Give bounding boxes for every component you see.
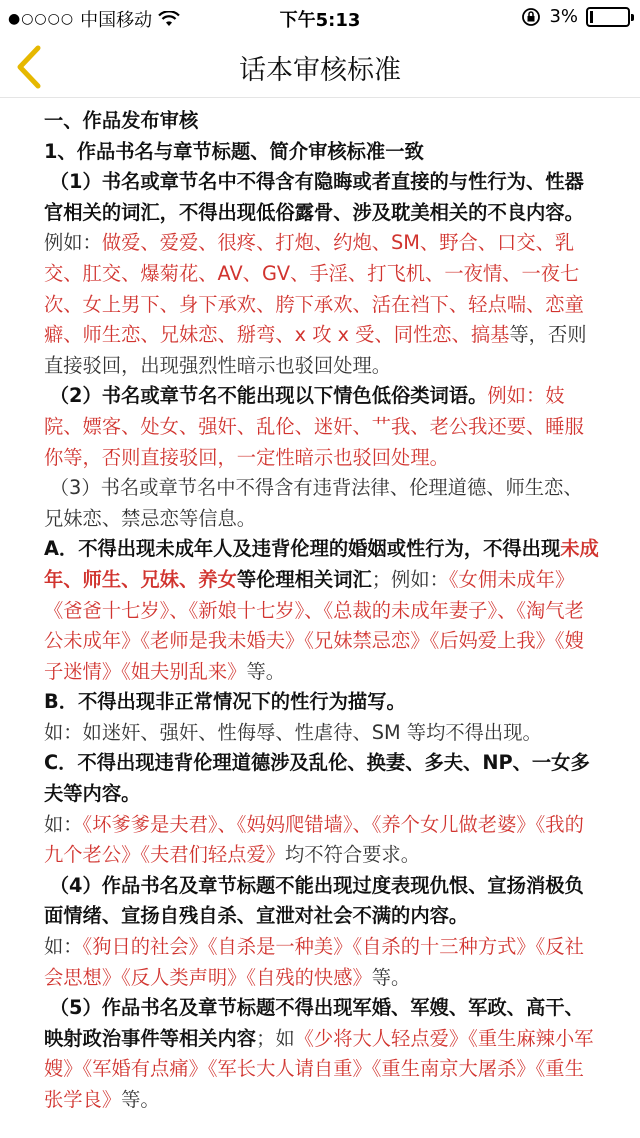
status-right — [521, 6, 630, 27]
nav-bar — [0, 36, 640, 98]
rule-5 — [44, 993, 600, 1115]
rule-3: （3）书名或章节名中不得含有违背法律、伦理道德、师生恋、兄妹恋、禁忌恋等信息。 — [44, 476, 583, 530]
rule-4-prefix: 如： — [44, 935, 83, 959]
rule-5-titles: 《少将大人轻点爱》《重生麻辣小军嫂》《军婚有点痛》《军长大人请自重》《重生南京大屠杀》《重生张学良》 — [44, 1026, 594, 1111]
rule-b-title: B．不得出现非正常情况下的性行为描写。 — [44, 690, 406, 714]
carrier-label: 中国移动 — [80, 10, 153, 31]
rule-2-examples: 例如：妓院、嫖客、处女、强奸、乱伦、迷奸、艹我、老公我还要、睡服你等，否则直接驳回，一定性暗示也驳回处理。 — [44, 384, 584, 469]
rule-5-title: （5）作品书名及章节标题不得出现军婚、军嫂、军政、高干、映射政治事件等相关内容 — [44, 996, 584, 1050]
example-suffix: 等，否则直接驳回，出现强烈性暗示也驳回处理。 — [44, 323, 587, 377]
example-prefix: 例如： — [44, 231, 102, 255]
subsection-heading: 1、作品书名与章节标题、简介审核标准一致 — [44, 139, 424, 163]
rule-a-keywords: 未成年、师生、兄妹、养女 — [44, 537, 599, 591]
document-body — [44, 106, 600, 1116]
rule-a-prefix: ；例如： — [371, 567, 449, 591]
status-bar — [0, 0, 640, 36]
rule-c-titles: 《坏爹爹是夫君》、《妈妈爬错墙》、《养个女儿做老婆》《我的九个老公》《夫君们轻点爱》 — [44, 812, 584, 867]
rotation-lock-icon — [521, 7, 541, 27]
example-words: 做爱、爱爱、很疼、打炮、约炮、SM、野合、口交、乳交、肛交、爆菊花、AV、GV、手淫、打飞机、一夜情、一夜七次、女上男下、身下承欢、胯下承欢、活在裆下、轻点喘、恋童癖、师生恋、兄妹恋、掰弯、x 攻 x 受、同性恋、搞基 — [44, 231, 584, 347]
rule-c-suffix: 均不符合要求。 — [285, 843, 420, 867]
page-title: 话本审核标准 — [239, 55, 401, 86]
rule-a-title-2: 等伦理相关词汇 — [236, 567, 372, 591]
rule-4-suffix: 等。 — [371, 965, 411, 989]
rule-5-suffix: 等。 — [121, 1088, 160, 1111]
section-heading: 一、作品发布审核 — [44, 109, 199, 132]
rule-1-examples — [44, 228, 600, 381]
rule-a-suffix: 等。 — [246, 659, 286, 683]
rule-4: （4）作品书名及章节标题不能出现过度表现仇恨、宣扬消极负面情绪、宣扬自残自杀、宣泄对社会不满的内容。 — [44, 873, 584, 928]
rule-2 — [44, 381, 600, 473]
rule-1: （1）书名或章节名中不得含有隐晦或者直接的与性行为、性器官相关的词汇，不得出现低俗露骨、涉及耽美相关的不良内容。 — [44, 170, 584, 224]
rule-c-examples — [44, 810, 600, 871]
rule-a-examples: 《女佣未成年》《爸爸十七岁》、《新娘十七岁》、《总裁的未成年妻子》、《淘气老公未成年》《老师是我未婚夫》《兄妹禁忌恋》《后妈爱上我》《嫂子迷情》《姐夫别乱来》 — [44, 567, 584, 683]
battery-icon — [586, 7, 630, 27]
rule-c-prefix: 如： — [44, 812, 83, 836]
rule-a-title: A．不得出现未成年人及违背伦理的婚姻或性行为，不得出现 — [44, 537, 561, 561]
rule-5-prefix: ；如 — [256, 1026, 295, 1050]
rule-a — [44, 534, 600, 687]
battery-percent: 3% — [549, 6, 578, 27]
rule-b-text: 如：如迷奸、强奸、性侮辱、性虐待、SM 等均不得出现。 — [44, 720, 542, 744]
rule-2-title: （2）书名或章节名不能出现以下情色低俗类词语。 — [49, 384, 488, 408]
signal-dots-icon: ●○○○○ — [8, 11, 75, 27]
status-time: 下午5:13 — [279, 10, 361, 31]
rule-4-titles: 《狗日的社会》《自杀是一种美》《自杀的十三种方式》《反社会思想》《反人类声明》《自残的快感》 — [44, 935, 584, 989]
rule-4-examples — [44, 932, 600, 993]
rule-c-title: C．不得出现违背伦理道德涉及乱伦、换妻、多夫、NP、一女多夫等内容。 — [44, 751, 590, 806]
